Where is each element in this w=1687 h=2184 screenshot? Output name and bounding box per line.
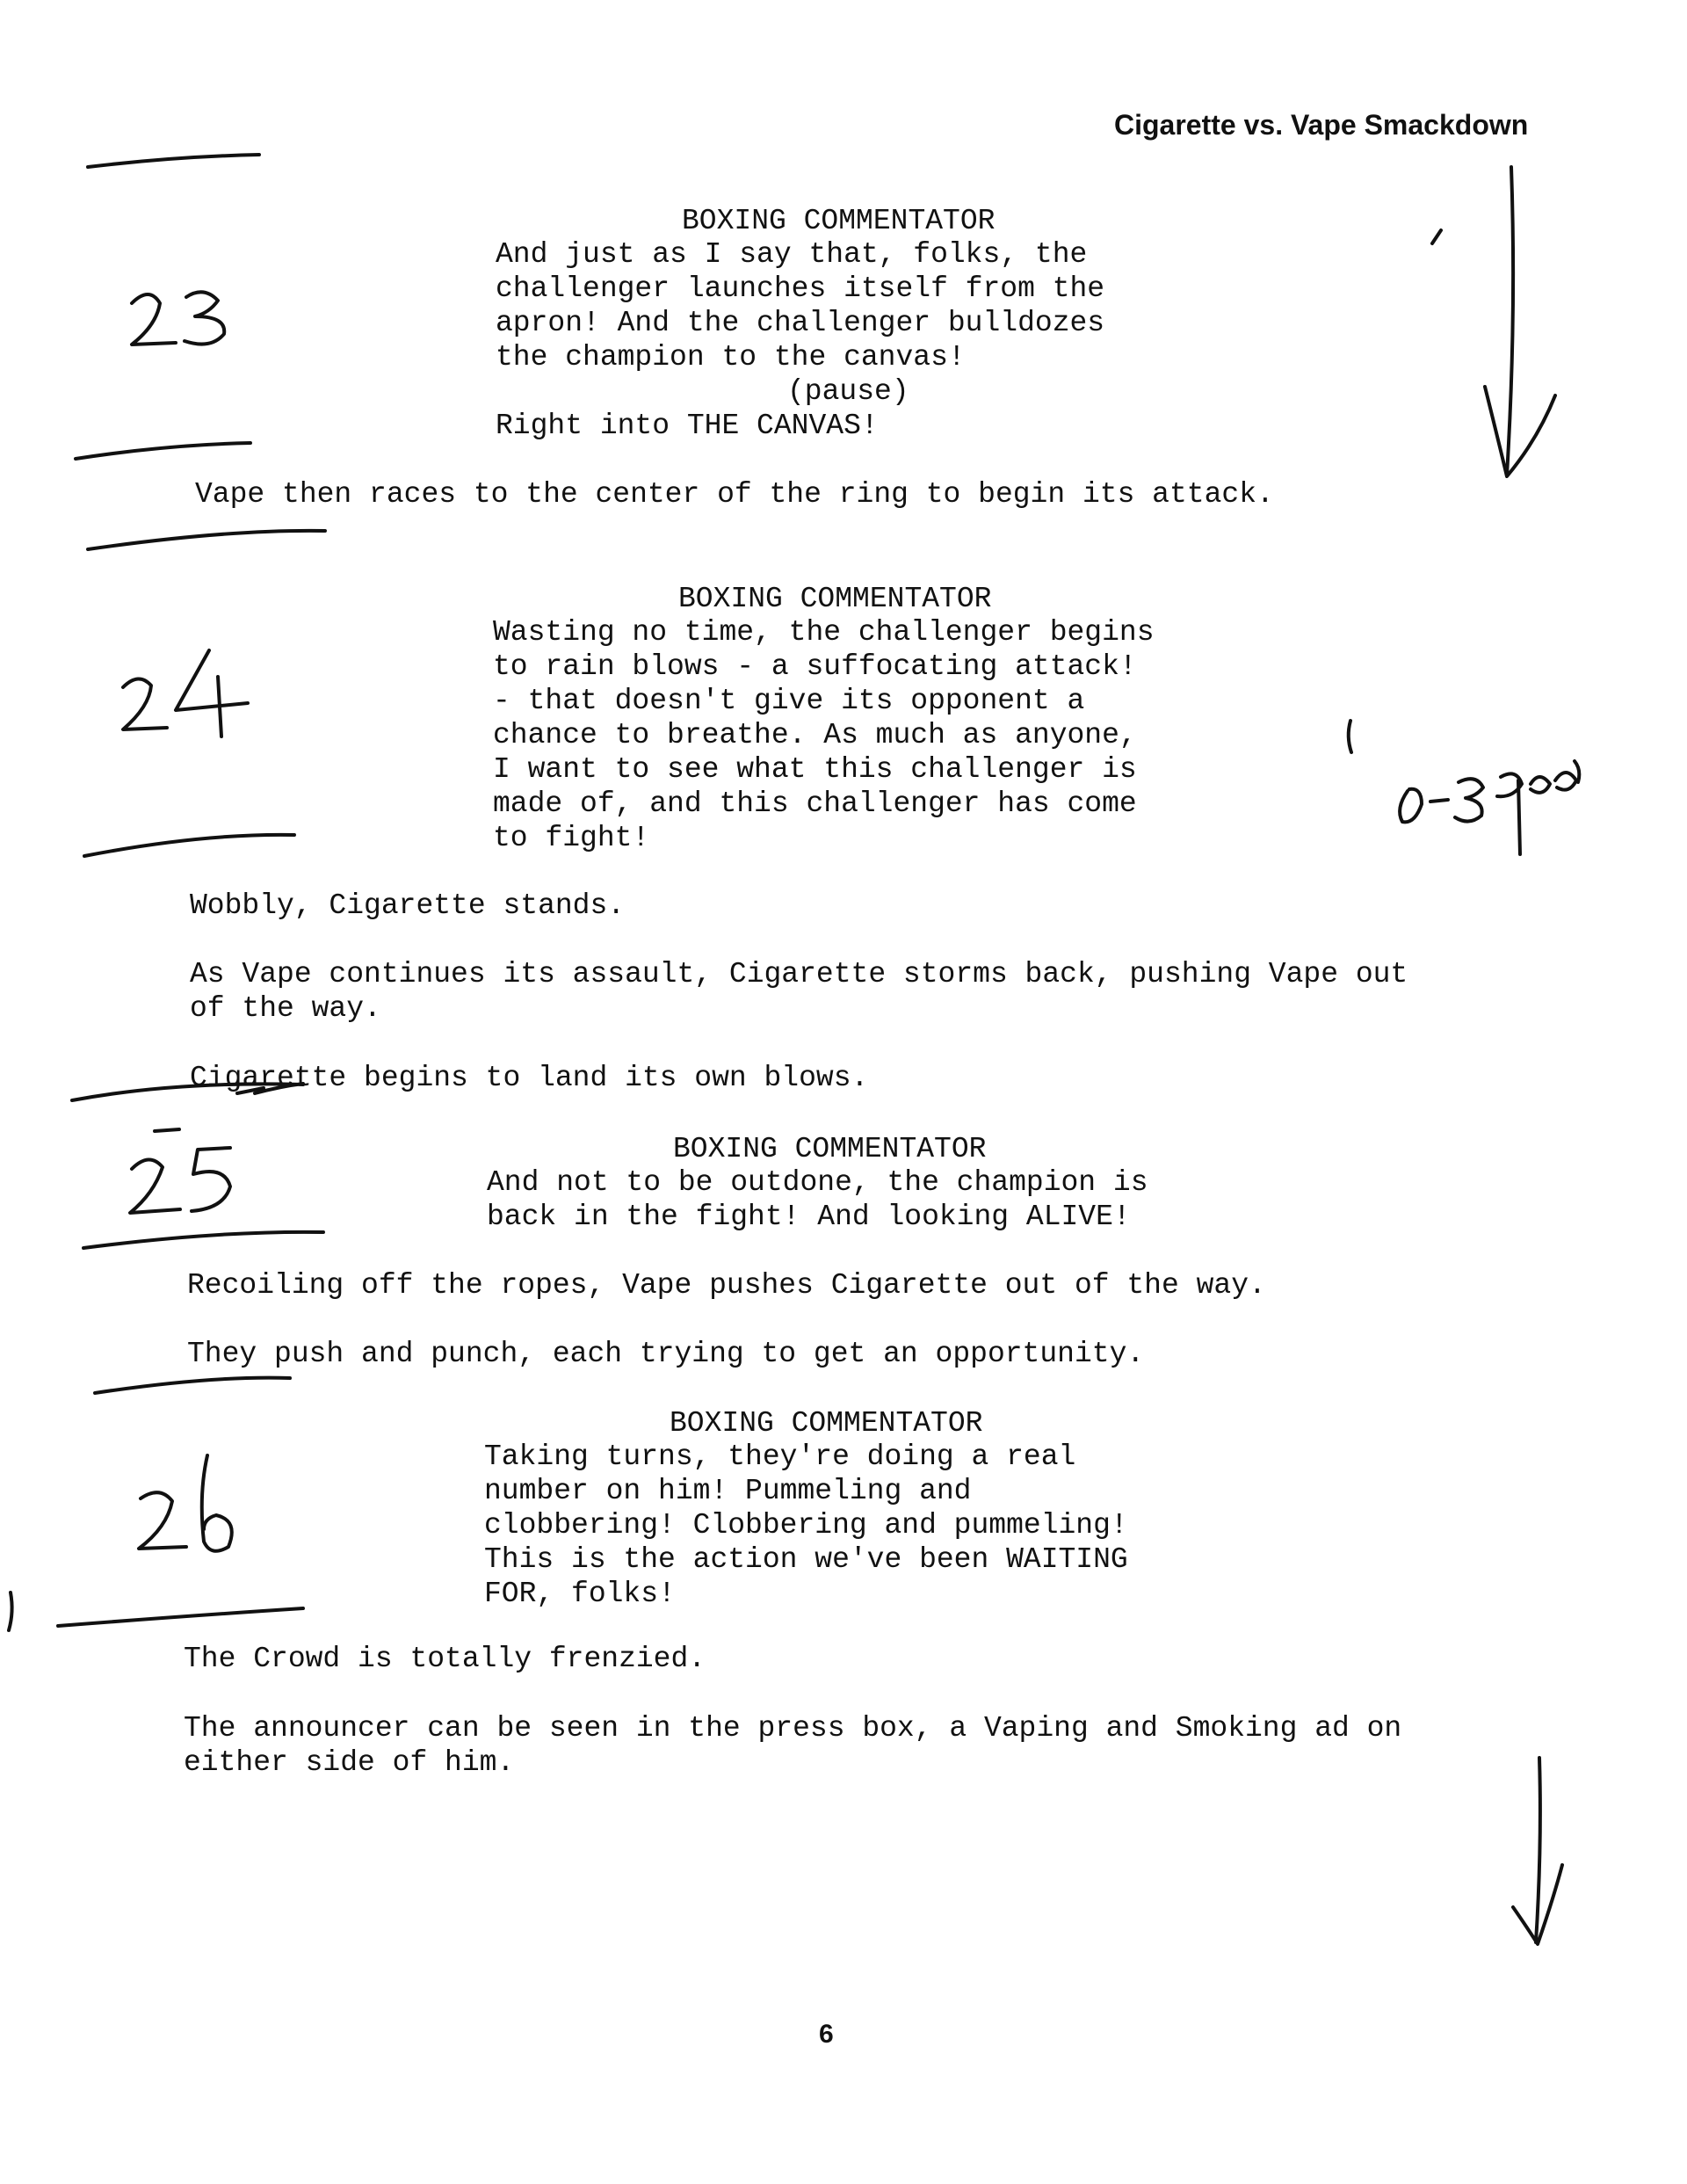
dialogue-line: number on him! Pummeling and [484, 1475, 972, 1507]
dialogue-line: to rain blows - a suffocating attack! [493, 650, 1137, 683]
action-line: Wobbly, Cigarette stands. [190, 889, 626, 922]
scene-number-24 [123, 650, 248, 736]
page-header-title: Cigarette vs. Vape Smackdown [1114, 109, 1529, 141]
dialogue-line: And not to be outdone, the champion is [487, 1166, 1148, 1199]
timing-note [1400, 789, 1422, 823]
character-cue: BOXING COMMENTATOR [670, 1407, 983, 1440]
character-cue: BOXING COMMENTATOR [682, 205, 996, 237]
scene-number-26 [139, 1455, 232, 1551]
character-cue: BOXING COMMENTATOR [673, 1133, 987, 1165]
margin-divider-line [58, 1608, 303, 1626]
tick-mark [9, 1593, 12, 1630]
dialogue-line: back in the fight! And looking ALIVE! [487, 1201, 1131, 1233]
dialogue-line: This is the action we've been WAITING [484, 1543, 1128, 1576]
dialogue-line: Right into THE CANVAS! [496, 410, 879, 442]
timing-note [1531, 761, 1579, 793]
down-arrow-icon [1485, 167, 1555, 476]
dialogue-line: the champion to the canvas! [496, 341, 966, 374]
dialogue-line: apron! And the challenger bulldozes [496, 307, 1105, 339]
margin-divider-line [95, 1378, 290, 1393]
page-number: 6 [819, 2020, 834, 2049]
dialogue-line: made of, and this challenger has come [493, 787, 1137, 820]
action-line: As Vape continues its assault, Cigarette storms back, pushing Vape out [190, 958, 1408, 990]
margin-divider-line [83, 1232, 323, 1248]
dialogue-line: And just as I say that, folks, the [496, 238, 1088, 271]
dialogue-line: chance to breathe. As much as anyone, [493, 719, 1137, 751]
parenthetical: (pause) [787, 375, 909, 408]
character-cue: BOXING COMMENTATOR [678, 583, 992, 615]
dialogue-line: - that doesn't give its opponent a [493, 685, 1085, 717]
action-line: The Crowd is totally frenzied. [184, 1643, 706, 1675]
scene-number-23 [132, 292, 224, 345]
dialogue-line: Wasting no time, the challenger begins [493, 616, 1155, 649]
margin-divider-line [76, 443, 250, 459]
margin-divider-line [88, 531, 325, 549]
action-line: The announcer can be seen in the press box, a Vaping and Smoking ad on [184, 1712, 1402, 1745]
dialogue-line: to fight! [493, 822, 650, 854]
action-line: They push and punch, each trying to get an opportunity. [187, 1338, 1145, 1370]
dialogue-line: FOR, folks! [484, 1578, 676, 1610]
action-line: Vape then races to the center of the ring to begin its attack. [195, 478, 1274, 511]
dialogue-line: clobbering! Clobbering and pummeling! [484, 1509, 1128, 1542]
action-line: either side of him. [184, 1746, 515, 1779]
dialogue-line: Taking turns, they're doing a real [484, 1440, 1076, 1473]
timing-note [1430, 800, 1448, 802]
action-line: Cigarette begins to land its own blows. [190, 1062, 869, 1094]
timing-note [1497, 773, 1522, 854]
dialogue-line: I want to see what this challenger is [493, 753, 1137, 786]
action-line: Recoiling off the ropes, Vape pushes Cigarette out of the way. [187, 1269, 1266, 1302]
tick-mark [1349, 721, 1351, 752]
timing-note [1455, 779, 1483, 821]
action-line: of the way. [190, 992, 381, 1025]
scene-number-25 [130, 1148, 230, 1213]
down-arrow-icon [1513, 1758, 1562, 1944]
dialogue-line: challenger launches itself from the [496, 272, 1105, 305]
tick-mark [155, 1129, 179, 1131]
tick-mark [1432, 230, 1441, 243]
margin-divider-line [88, 155, 259, 167]
margin-divider-line [84, 835, 294, 856]
